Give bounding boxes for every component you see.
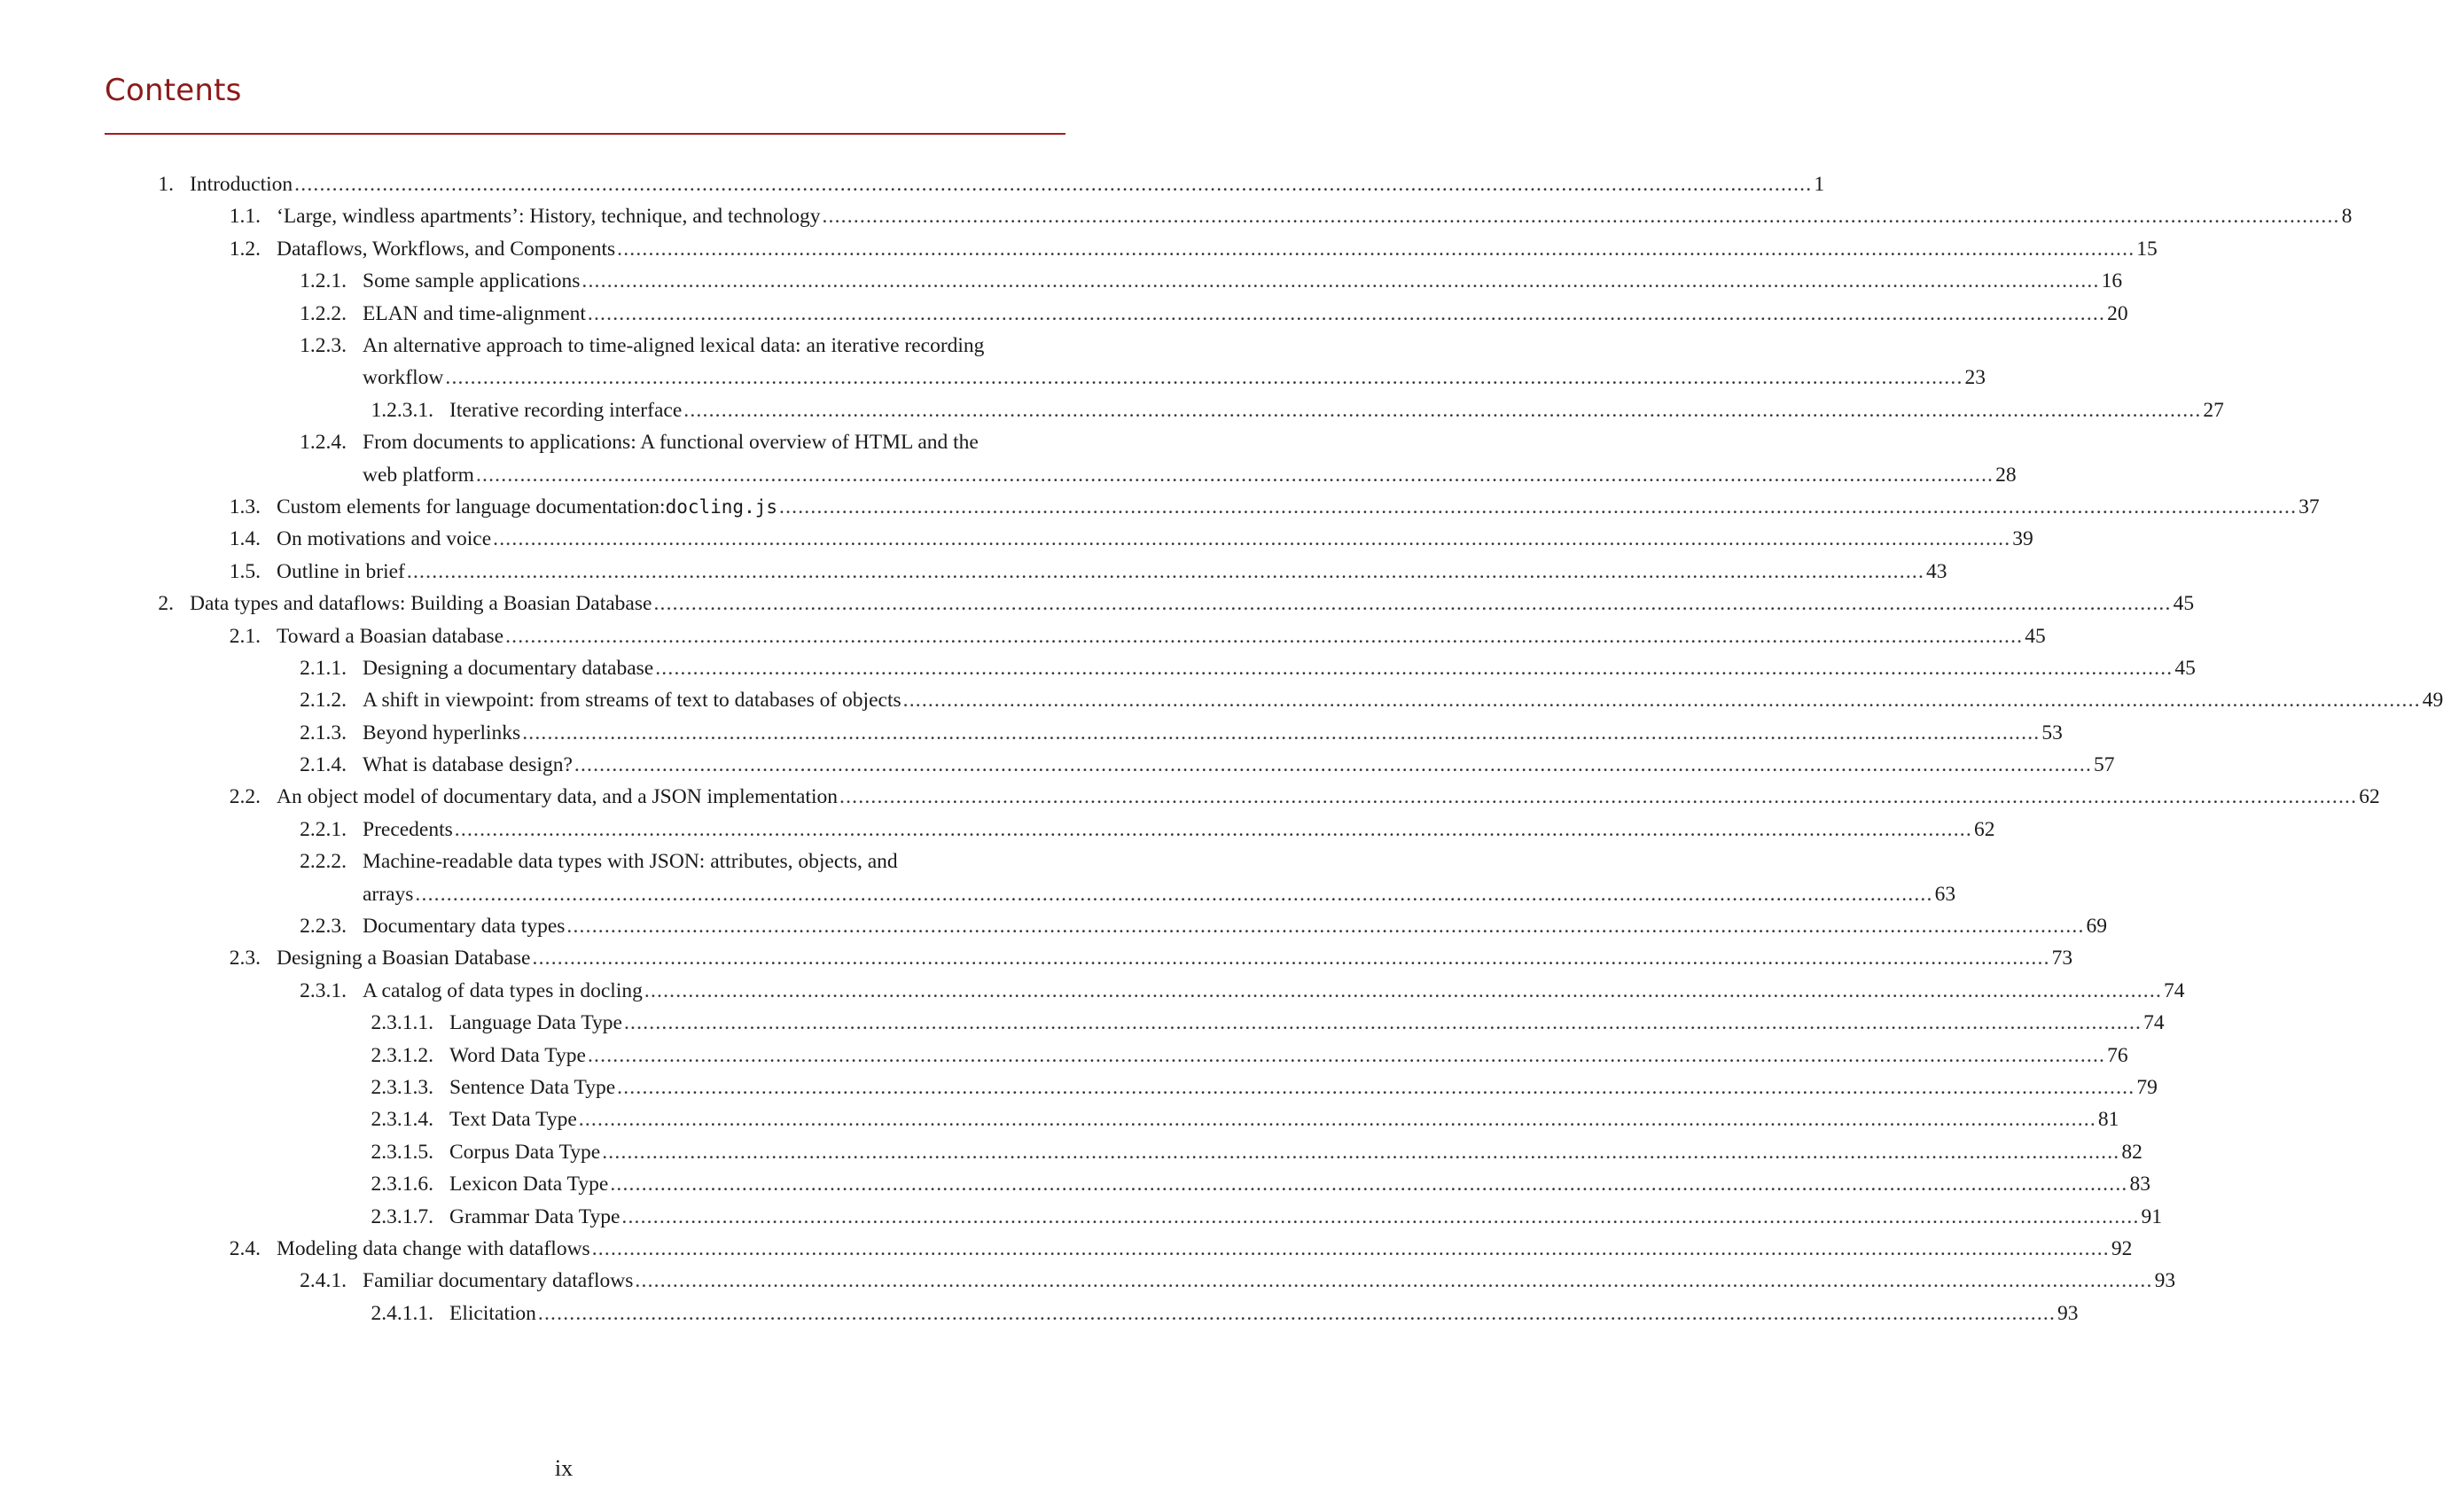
toc-entry-number: 2.1.1.: [300, 656, 347, 680]
dot-leader: [839, 781, 2357, 813]
toc-entry-code: docling.js: [665, 495, 777, 518]
toc-entry[interactable]: [0, 523, 2033, 555]
toc-entry[interactable]: [0, 1298, 2079, 1329]
toc-entry-page: 82: [2121, 1140, 2143, 1164]
toc-entry-title: Data types and dataflows: Building a Boasian Database: [190, 592, 652, 616]
toc-entry[interactable]: [0, 684, 2443, 716]
toc-entry-number: 2.3.1.7.: [371, 1204, 433, 1228]
toc-entry[interactable]: [0, 298, 2128, 330]
dot-leader: [621, 1201, 2139, 1233]
toc-entry-page: 15: [2136, 237, 2158, 261]
toc-entry[interactable]: [0, 1233, 2133, 1265]
dot-leader: [655, 652, 2173, 684]
toc-entry-page: 93: [2154, 1269, 2176, 1293]
toc-entry-number: 2.2.3.: [300, 915, 347, 939]
toc-entry-title: An object model of documentary data, and a JSON implementation: [277, 785, 839, 809]
dot-leader: [407, 556, 1924, 588]
toc-entry-number: 2.1.3.: [300, 721, 347, 744]
toc-entry-page: 37: [2299, 495, 2320, 518]
dot-leader: [581, 265, 2099, 297]
toc-entry-number: 1.2.2.: [300, 301, 347, 325]
toc-entry-title: Lexicon Data Type: [449, 1173, 609, 1196]
dot-leader: [493, 523, 2010, 555]
toc-entry-page: 92: [2111, 1236, 2133, 1260]
toc-entry-title: Designing a Boasian Database: [277, 947, 531, 970]
toc-entry-title: An alternative approach to time-aligned lexical data: an iterative recording: [363, 333, 985, 357]
toc-entry-number: 1.2.: [229, 237, 261, 261]
dot-leader: [538, 1298, 2056, 1329]
toc-entry-page: 20: [2107, 301, 2128, 325]
toc-entry[interactable]: [0, 1040, 2128, 1072]
toc-entry-page: 53: [2041, 721, 2063, 744]
toc-entry-title: Designing a documentary database: [363, 656, 654, 680]
toc-entry-title: arrays: [363, 882, 414, 906]
toc-entry-page: 83: [2129, 1173, 2150, 1196]
toc-entry-number: 2.4.1.1.: [371, 1301, 433, 1325]
toc-entry[interactable]: [0, 588, 2195, 620]
toc-entry-title: Precedents: [363, 817, 453, 841]
page-number: ix: [554, 1455, 574, 1481]
toc-entry-number: 2.1.4.: [300, 753, 347, 777]
toc-entry[interactable]: [0, 200, 2353, 232]
dot-leader: [574, 749, 2092, 781]
toc-entry-page: 27: [2203, 398, 2224, 422]
toc-entry[interactable]: [0, 265, 2123, 297]
dot-leader: [617, 233, 2135, 265]
dot-leader: [779, 491, 2297, 523]
toc-entry[interactable]: [0, 1201, 2163, 1233]
toc-entry-title: Sentence Data Type: [449, 1075, 616, 1099]
toc-entry-page: 45: [2025, 624, 2046, 648]
toc-entry-page: 8: [2341, 205, 2353, 229]
toc-entry-number: 1.3.: [229, 495, 261, 518]
toc-entry[interactable]: [0, 330, 1986, 394]
dot-leader: [505, 620, 2023, 652]
toc-entry-title: Some sample applications: [363, 269, 581, 293]
dot-leader: [617, 1072, 2135, 1103]
toc-entry-page: 45: [2174, 656, 2196, 680]
toc-entry-title: Beyond hyperlinks: [363, 721, 521, 744]
toc-entry-title: workflow: [363, 366, 444, 390]
toc-entry-title: Machine-readable data types with JSON: attributes, objects, and: [363, 850, 898, 874]
toc-entry-page: 62: [2359, 785, 2380, 809]
table-of-contents: [0, 168, 2443, 1329]
dot-leader: [415, 878, 1932, 910]
toc-entry[interactable]: [0, 394, 2224, 426]
toc-entry-number: 2.3.1.4.: [371, 1108, 433, 1132]
toc-entry-page: 73: [2051, 947, 2073, 970]
toc-entry-number: 2.1.: [229, 624, 261, 648]
toc-entry-number: 1.5.: [229, 559, 261, 583]
dot-leader: [588, 1040, 2105, 1072]
toc-entry[interactable]: [0, 942, 2073, 974]
title-rule: [105, 133, 1065, 135]
dot-leader: [522, 717, 2040, 749]
toc-entry-page: 57: [2094, 753, 2115, 777]
toc-entry-number: 2.3.1.1.: [371, 1011, 433, 1035]
toc-entry[interactable]: [0, 168, 1825, 200]
toc-entry[interactable]: [0, 233, 2158, 265]
page-title: Contents: [105, 73, 242, 108]
toc-entry-number: 2.4.1.: [300, 1269, 347, 1293]
toc-entry-number: 1.2.1.: [300, 269, 347, 293]
toc-entry[interactable]: [0, 652, 2196, 684]
toc-entry[interactable]: [0, 975, 2185, 1007]
toc-entry-page: 74: [2164, 978, 2185, 1002]
dot-leader: [635, 1265, 2152, 1297]
toc-entry-number: 2.2.2.: [300, 850, 347, 874]
toc-entry[interactable]: [0, 1072, 2158, 1103]
toc-entry-page: 39: [2012, 527, 2033, 551]
dot-leader: [445, 362, 1963, 394]
dot-leader: [653, 588, 2171, 620]
toc-entry[interactable]: [0, 717, 2063, 749]
toc-entry[interactable]: [0, 556, 1947, 588]
toc-entry-number: 2.3.1.2.: [371, 1043, 433, 1067]
dot-leader: [624, 1007, 2142, 1039]
toc-entry-title: Familiar documentary dataflows: [363, 1269, 634, 1293]
dot-leader: [588, 298, 2105, 330]
toc-entry-title: From documents to applications: A functional overview of HTML and the: [363, 431, 979, 455]
toc-entry-page: 45: [2173, 592, 2195, 616]
dot-leader: [602, 1136, 2119, 1168]
toc-entry[interactable]: [0, 1168, 2150, 1200]
toc-entry-page: 91: [2141, 1204, 2163, 1228]
dot-leader: [533, 942, 2050, 974]
toc-entry[interactable]: [0, 1136, 2143, 1168]
dot-leader: [476, 459, 1994, 491]
toc-entry-page: 28: [1995, 463, 2017, 487]
toc-entry-page: 79: [2136, 1075, 2158, 1099]
toc-entry-number: 1.2.4.: [300, 431, 347, 455]
toc-entry[interactable]: [0, 620, 2046, 652]
dot-leader: [566, 910, 2084, 942]
toc-entry-number: 2.3.1.5.: [371, 1140, 433, 1164]
toc-entry-title: On motivations and voice: [277, 527, 492, 551]
toc-entry-number: 2.: [158, 592, 174, 616]
toc-entry-number: 1.2.3.: [300, 333, 347, 357]
toc-entry[interactable]: [0, 814, 1995, 846]
toc-entry-title: Corpus Data Type: [449, 1140, 601, 1164]
toc-entry-title: Documentary data types: [363, 915, 566, 939]
toc-entry-page: 69: [2086, 915, 2108, 939]
toc-entry[interactable]: [0, 846, 1956, 910]
toc-entry-title: Text Data Type: [449, 1108, 577, 1132]
toc-entry-title: ‘Large, windless apartments’: History, technique, and technology: [277, 205, 821, 229]
dot-leader: [579, 1103, 2096, 1135]
toc-entry[interactable]: [0, 426, 2017, 491]
dot-leader: [644, 975, 2162, 1007]
toc-entry-title: Introduction: [190, 173, 293, 196]
toc-entry[interactable]: [0, 781, 2380, 813]
toc-entry-number: 1.1.: [229, 205, 261, 229]
toc-entry[interactable]: [0, 1265, 2176, 1297]
dot-leader: [610, 1168, 2127, 1200]
toc-entry-page: 49: [2422, 689, 2443, 713]
toc-entry-page: 76: [2107, 1043, 2128, 1067]
toc-entry-number: 2.3.1.: [300, 978, 347, 1002]
toc-entry[interactable]: [0, 910, 2108, 942]
dot-leader: [822, 200, 2339, 232]
toc-entry-page: 63: [1934, 882, 1956, 906]
toc-entry-number: 1.: [158, 173, 174, 196]
toc-entry-number: 2.3.1.3.: [371, 1075, 433, 1099]
toc-entry-page: 81: [2097, 1108, 2119, 1132]
toc-entry-title: Language Data Type: [449, 1011, 622, 1035]
toc-entry-number: 2.2.: [229, 785, 261, 809]
toc-entry-number: 2.3.: [229, 947, 261, 970]
dot-leader: [592, 1233, 2110, 1265]
toc-entry[interactable]: [0, 749, 2115, 781]
toc-entry-title: Iterative recording interface: [449, 398, 683, 422]
dot-leader: [294, 168, 1812, 200]
toc-entry-title: A catalog of data types in docling: [363, 978, 643, 1002]
toc-entry-title: Modeling data change with dataflows: [277, 1236, 590, 1260]
dot-leader: [903, 684, 2421, 716]
toc-entry-page: 23: [1964, 366, 1986, 390]
toc-entry-title: Elicitation: [449, 1301, 536, 1325]
toc-entry-number: 2.3.1.6.: [371, 1173, 433, 1196]
toc-entry-page: 43: [1926, 559, 1947, 583]
toc-entry-page: 62: [1973, 817, 1995, 841]
toc-entry-page: 16: [2101, 269, 2123, 293]
toc-entry-number: 2.2.1.: [300, 817, 347, 841]
toc-entry-title: Word Data Type: [449, 1043, 586, 1067]
toc-entry-title: A shift in viewpoint: from streams of text to databases of objects: [363, 689, 901, 713]
dot-leader: [455, 814, 1972, 846]
toc-entry-number: 2.1.2.: [300, 689, 347, 713]
toc-entry-page: 74: [2143, 1011, 2165, 1035]
toc-entry[interactable]: [0, 1103, 2119, 1135]
toc-entry-title: Dataflows, Workflows, and Components: [277, 237, 616, 261]
toc-entry-title: ELAN and time-alignment: [363, 301, 586, 325]
toc-entry-page: 1: [1814, 173, 1825, 196]
toc-entry-number: 2.4.: [229, 1236, 261, 1260]
dot-leader: [683, 394, 2201, 426]
toc-entry-number: 1.2.3.1.: [371, 398, 433, 422]
toc-entry[interactable]: [0, 1007, 2165, 1039]
toc-entry-title: Grammar Data Type: [449, 1204, 621, 1228]
toc-entry-title: Custom elements for language documentation:: [277, 495, 666, 518]
toc-entry-page: 93: [2057, 1301, 2079, 1325]
toc-entry[interactable]: [0, 491, 2320, 523]
toc-entry-title: What is database design?: [363, 753, 573, 777]
toc-entry-title: Outline in brief: [277, 559, 405, 583]
toc-entry-number: 1.4.: [229, 527, 261, 551]
toc-entry-title: web platform: [363, 463, 474, 487]
toc-entry-title: Toward a Boasian database: [277, 624, 504, 648]
